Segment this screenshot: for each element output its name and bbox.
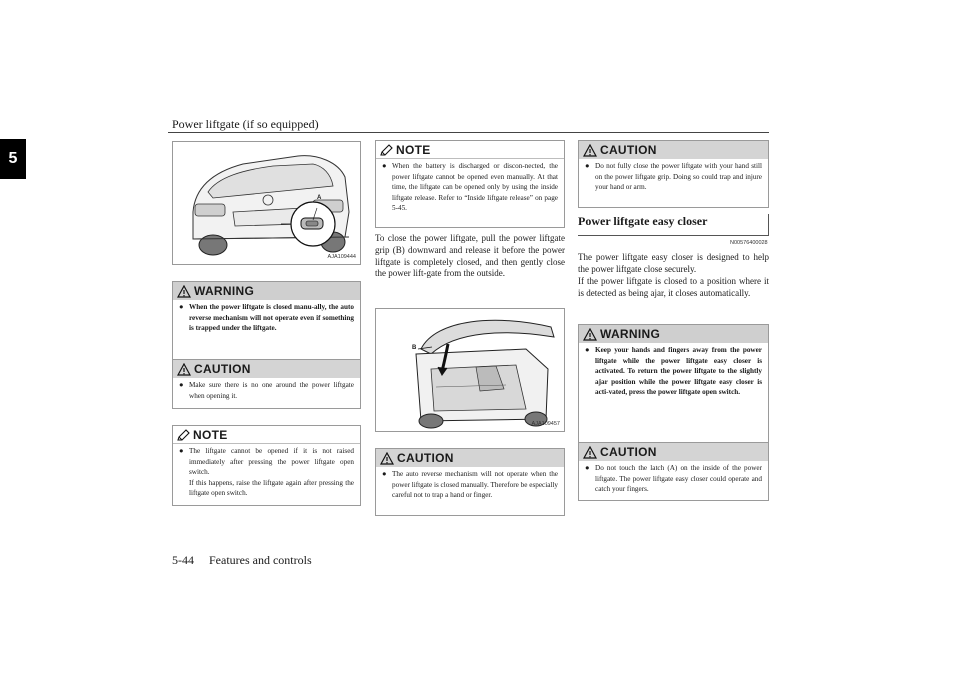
note-box — [172, 425, 361, 506]
bullet-icon: ● — [585, 161, 590, 170]
page-footer — [172, 553, 324, 568]
caution-triangle-icon — [583, 144, 597, 157]
caution-triangle-icon — [380, 452, 394, 465]
note-pencil-icon — [177, 429, 190, 441]
car-rear-illustration — [173, 142, 361, 265]
caution-box-2 — [375, 448, 565, 516]
caution-text: Make sure there is no one around the power liftgate when opening it. — [189, 381, 354, 400]
callout-label-b: B — [412, 345, 417, 351]
warning-label: WARNING — [600, 327, 661, 341]
caution-triangle-icon — [583, 446, 597, 459]
note-label: NOTE — [193, 427, 228, 442]
note-text: When the battery is discharged or discon-nected, the power liftgate cannot be opened even manually. At that time, the liftgate can be opened only by using the inside liftgate release. Refer to “Inside liftgate release” on page 5-45. — [392, 162, 558, 213]
bullet-icon: ● — [179, 446, 184, 455]
caution-label: CAUTION — [397, 451, 454, 465]
easy-closer-paragraph-2: If the power liftgate is closed to a position where it is detected as being ajar, it closes automatically. — [578, 276, 769, 298]
easy-closer-paragraph-1: The power liftgate easy closer is designed to help the power liftgate close securely. — [578, 252, 769, 274]
caution-triangle-icon — [177, 363, 191, 376]
bullet-icon: ● — [585, 463, 590, 472]
figure-liftgate-open — [375, 308, 565, 432]
chapter-tab: 5 — [0, 139, 26, 179]
warning-triangle-icon — [177, 285, 191, 298]
footer-section: Features and controls — [209, 553, 312, 567]
caution-text: Do not fully close the power liftgate with your hand still on the power liftgate grip. Doing so could trap and injure your hand or arm. — [595, 162, 762, 192]
note-label: NOTE — [396, 142, 431, 157]
caution-box-3 — [578, 140, 769, 208]
note-box-2 — [375, 140, 565, 228]
warning-text: Keep your hands and fingers away from the power liftgate while the power liftgate easy closer is activated. To return the power liftgate to the slightly ajar position while the power liftgate easy closer is acti-vated, press the power liftgate open switch. — [595, 346, 762, 397]
note-text: The liftgate cannot be opened if it is not raised immediately after pressing the power liftgate open switch. — [189, 447, 354, 477]
warning-label: WARNING — [194, 284, 255, 298]
bullet-icon: ● — [179, 380, 184, 389]
section-title: Power liftgate easy closer — [578, 214, 769, 236]
callout-label-a: A — [317, 195, 322, 201]
caution-box — [172, 360, 361, 409]
note-text-2: If this happens, raise the liftgate again after pressing the liftgate open switch. — [189, 478, 354, 498]
figure-liftgate-rear — [172, 141, 361, 265]
warning-text: When the power liftgate is closed manu-ally, the auto reverse mechanism will not operate even if something is trapped under the liftgate. — [189, 303, 354, 333]
page-number: 5-44 — [172, 553, 194, 567]
warning-box-2 — [578, 324, 769, 443]
caution-label: CAUTION — [600, 143, 657, 157]
note-pencil-icon — [380, 144, 393, 156]
caution-text: The auto reverse mechanism will not operate when the power liftgate is closed manually. Therefore be especially careful not to trap a hand or finger. — [392, 470, 558, 500]
figure-code: AJA109457 — [531, 421, 560, 427]
caution-label: CAUTION — [194, 362, 251, 376]
warning-box — [172, 281, 361, 360]
caution-text: Do not touch the latch (A) on the inside of the power liftgate. The power liftgate easy closer could operate and catch your fingers. — [595, 464, 762, 494]
close-instructions-paragraph: To close the power liftgate, pull the power liftgate grip (B) downward and release it before the power liftgate is completely closed, and then gently close the power lift-gate from the outside. — [375, 233, 565, 279]
warning-triangle-icon — [583, 328, 597, 341]
section-code: N00576400028 — [730, 240, 768, 246]
bullet-icon: ● — [382, 469, 387, 478]
bullet-icon: ● — [382, 161, 387, 170]
bullet-icon: ● — [585, 345, 590, 354]
caution-box-4 — [578, 443, 769, 501]
bullet-icon: ● — [179, 302, 184, 311]
header-rule — [168, 132, 769, 133]
page-header-title: Power liftgate (if so equipped) — [172, 117, 319, 131]
figure-code: AJA109444 — [327, 254, 356, 260]
open-liftgate-illustration — [376, 309, 565, 432]
caution-label: CAUTION — [600, 445, 657, 459]
